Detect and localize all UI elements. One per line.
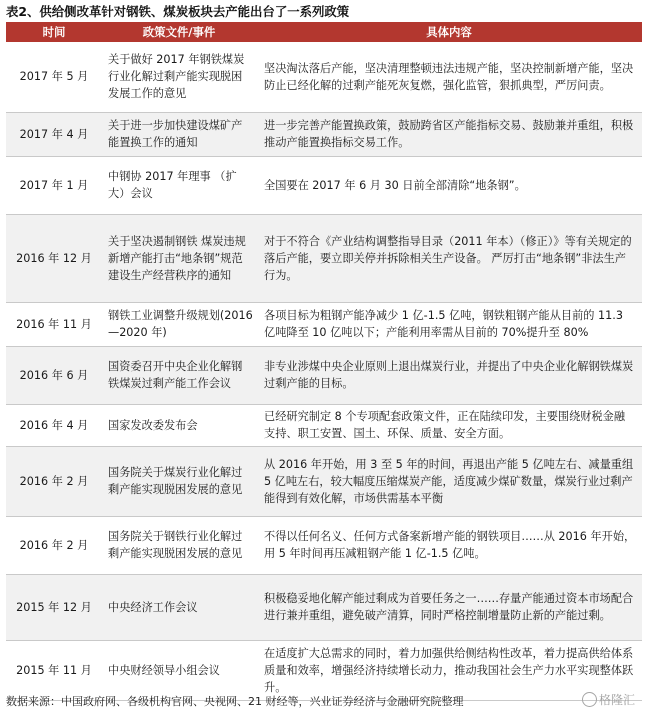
header-content: 具体内容 — [256, 22, 642, 42]
row-time: 2015 年 12 月 — [6, 574, 102, 640]
table-row — [6, 302, 642, 346]
row-policy: 国务院关于钢铁行业化解过剩产能实现脱困发展的意见 — [102, 516, 256, 574]
row-policy: 国家发改委发布会 — [102, 404, 256, 446]
watermark-logo-icon — [582, 692, 597, 707]
table-title: 表2、供给侧改革针对钢铁、煤炭板块去产能出台了一系列政策 — [6, 4, 350, 19]
table-row — [6, 640, 642, 700]
row-policy: 中央经济工作会议 — [102, 574, 256, 640]
table-row — [6, 42, 642, 112]
table-row — [6, 404, 642, 446]
header-time: 时间 — [6, 22, 102, 42]
header-policy: 政策文件/事件 — [102, 22, 256, 42]
table-row — [6, 346, 642, 404]
policy-table — [6, 22, 642, 701]
row-time: 2016 年 12 月 — [6, 214, 102, 302]
row-content: 已经研究制定 8 个专项配套政策文件，正在陆续印发，主要围绕财税金融支持、职工安置、国土、环保、质量、安全方面。 — [256, 404, 642, 446]
row-content: 对于不符合《产业结构调整指导目录（2011 年本）（修正）》等有关规定的落后产能，要立即关停并拆除相关生产设备。 严厉打击“地条钢”非法生产行为。 — [256, 214, 642, 302]
row-time: 2016 年 6 月 — [6, 346, 102, 404]
watermark-text: 格隆汇 — [599, 693, 636, 707]
row-content: 从 2016 年开始，用 3 至 5 年的时间，再退出产能 5 亿吨左右、减量重组 5 亿吨左右，较大幅度压缩煤炭产能，适度减少煤矿数量，煤炭行业过剩产能得到有效化解，市场供需基本平衡 — [256, 446, 642, 516]
row-content: 非专业涉煤中央企业原则上退出煤炭行业，并提出了中央企业化解钢铁煤炭过剩产能的目标。 — [256, 346, 642, 404]
row-time: 2016 年 2 月 — [6, 516, 102, 574]
row-policy: 钢铁工业调整升级规划(2016—2020 年) — [102, 302, 256, 346]
data-source-note: 数据来源：中国政府网、各级机构官网、央视网、21 财经等，兴业证券经济与金融研究院整理 — [6, 695, 464, 708]
row-policy: 国资委召开中央企业化解钢铁煤炭过剩产能工作会议 — [102, 346, 256, 404]
row-time: 2016 年 11 月 — [6, 302, 102, 346]
row-time: 2016 年 2 月 — [6, 446, 102, 516]
table-row — [6, 574, 642, 640]
row-policy: 关于坚决遏制钢铁 煤炭违规新增产能打击“地条钢”规范建设生产经营秩序的通知 — [102, 214, 256, 302]
row-content: 进一步完善产能置换政策，鼓励跨省区产能指标交易、鼓励兼并重组，积极推动产能置换指标交易工作。 — [256, 112, 642, 156]
row-time: 2017 年 4 月 — [6, 112, 102, 156]
table-row — [6, 112, 642, 156]
row-content: 在适度扩大总需求的同时，着力加强供给侧结构性改革，着力提高供给体系质量和效率，增强经济持续增长动力，推动我国社会生产力水平实现整体跃升。 — [256, 640, 642, 700]
table-row — [6, 516, 642, 574]
row-content: 不得以任何名义、任何方式备案新增产能的钢铁项目……从 2016 年开始，用 5 年时间再压减粗钢产能 1 亿-1.5 亿吨。 — [256, 516, 642, 574]
row-time: 2015 年 11 月 — [6, 640, 102, 700]
table-row — [6, 156, 642, 214]
table-row — [6, 214, 642, 302]
row-policy: 关于做好 2017 年钢铁煤炭行业化解过剩产能实现脱困发展工作的意见 — [102, 42, 256, 112]
row-policy: 中钢协 2017 年理事 （扩大）会议 — [102, 156, 256, 214]
row-policy: 国务院关于煤炭行业化解过剩产能实现脱困发展的意见 — [102, 446, 256, 516]
row-time: 2017 年 5 月 — [6, 42, 102, 112]
row-policy: 关于进一步加快建设煤矿产能置换工作的通知 — [102, 112, 256, 156]
watermark — [582, 688, 644, 712]
row-time: 2016 年 4 月 — [6, 404, 102, 446]
table-row — [6, 446, 642, 516]
row-policy: 中央财经领导小组会议 — [102, 640, 256, 700]
row-time: 2017 年 1 月 — [6, 156, 102, 214]
row-content: 全国要在 2017 年 6 月 30 日前全部清除“地条钢”。 — [256, 156, 642, 214]
row-content: 坚决淘汰落后产能，坚决清理整顿违法违规产能，坚决控制新增产能，坚决防止已经化解的过剩产能死灰复燃，强化监管，狠抓典型，严厉问责。 — [256, 42, 642, 112]
table-header-row — [6, 22, 642, 42]
row-content: 积极稳妥地化解产能过剩成为首要任务之一……存量产能通过资本市场配合进行兼并重组，避免破产清算，同时严格控制增量防止新的产能过剩。 — [256, 574, 642, 640]
row-content: 各项目标为粗钢产能净减少 1 亿-1.5 亿吨，钢铁粗钢产能从目前的 11.3 亿吨降至 10 亿吨以下；产能利用率需从目前的 70%提升至 80% — [256, 302, 642, 346]
